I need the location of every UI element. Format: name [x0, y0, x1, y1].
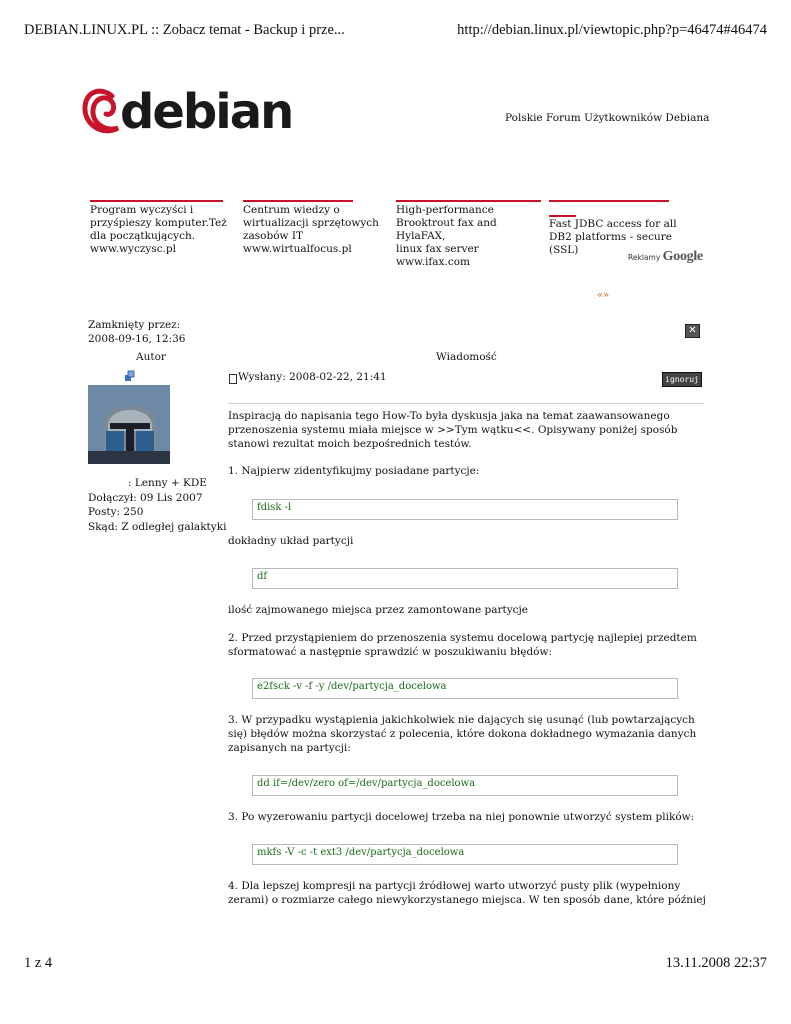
avatar-helmet-icon	[88, 385, 170, 464]
closed-by-info	[88, 318, 185, 346]
site-tagline: Polskie Forum Użytkowników Debiana	[505, 112, 710, 124]
ad-wirtualfocus[interactable]	[243, 200, 381, 255]
post-paragraph: 2. Przed przystąpieniem do przenoszenia systemu docelową partycję najlepiej przedtem sformatować a następnie sprawdzić w poszukiwaniu błędów:	[228, 632, 697, 658]
ad-line: (SSL)	[549, 244, 579, 256]
topic-nav-arrows[interactable]: «»	[597, 290, 610, 301]
print-header-url: http://debian.linux.pl/viewtopic.php?p=46474#46474	[457, 22, 767, 38]
ad-url: www.ifax.com	[396, 256, 470, 268]
ad-line: przyśpieszy komputer.Też	[90, 217, 227, 229]
code-block: dd if=/dev/zero of=/dev/partycja_docelowa	[252, 775, 678, 796]
post-paragraph: 3. W przypadku wystąpienia jakichkolwiek nie dających się usunąć (lub powtarzających się) błędów można skorzystać z polecenia, które dokona dokładnego wymazania danych zapisanych na partycji:	[228, 714, 697, 754]
ad-line: Centrum wiedzy o	[243, 204, 340, 216]
post-paragraph: ilość zajmowanego miejsca przez zamontowane partycje	[228, 604, 529, 616]
post-paragraph: 4. Dla lepszej kompresji na partycji źródłowej warto utworzyć pusty plik (wypełniony zerami) o rozmiarze całego niewykorzystanego miejsca. W ten sposób dane, które później	[228, 880, 706, 906]
ad-line: linux fax server	[396, 243, 479, 255]
post-link-icon[interactable]	[229, 374, 237, 384]
code-block: e2fsck -v -f -y /dev/partycja_docelowa	[252, 678, 678, 699]
user-location: Skąd: Z odległej galaktyki	[88, 520, 227, 533]
topic-locked-icon: ✕	[685, 324, 700, 338]
ad-line: Brooktrout fax and HylaFAX,	[396, 217, 497, 242]
ads-credit-label: Reklamy	[628, 253, 661, 262]
ad-url: www.wyczysc.pl	[90, 243, 177, 255]
logo-wordmark: debian	[120, 84, 293, 140]
post-paragraph: 1. Najpierw zidentyfikujmy posiadane partycje:	[228, 465, 480, 477]
ad-line: Program wyczyści i	[90, 204, 194, 216]
user-post-count: Posty: 250	[88, 506, 144, 518]
user-online-icon	[125, 371, 135, 381]
ad-jdbc[interactable]	[549, 214, 687, 254]
debian-logo[interactable]	[82, 82, 293, 142]
print-header-title: DEBIAN.LINUX.PL :: Zobacz temat - Backup i prze...	[24, 22, 345, 38]
closed-by-label: Zamknięty przez:	[88, 319, 181, 331]
user-joined: Dołączył: 09 Lis 2007	[88, 491, 203, 504]
post-paragraph: Inspiracją do napisania tego How-To była dyskusja jaka na temat zaawansowanego przenoszenia systemu miała miejsce w >>Tym wątku<<. Opisywany poniżej sposób stanowi rezultat moich bezpośrednich testów.	[228, 410, 678, 450]
user-info	[88, 476, 226, 534]
ad-url: www.wirtualfocus.pl	[243, 243, 352, 255]
code-block: mkfs -V -c -t ext3 /dev/partycja_docelowa	[252, 844, 678, 865]
print-footer-datetime: 13.11.2008 22:37	[665, 955, 767, 971]
ad-line: DB2 platforms - secure	[549, 231, 672, 243]
column-header-message: Wiadomość	[436, 351, 497, 363]
user-avatar[interactable]	[88, 385, 170, 464]
post-paragraph: dokładny układ partycji	[228, 535, 354, 547]
google-logo: Google	[662, 249, 703, 264]
user-rank: : Lenny + KDE	[128, 477, 207, 489]
google-ads-credit[interactable]	[628, 249, 703, 265]
ad-line: High-performance	[396, 204, 494, 216]
ad-line: dla początkujących.	[90, 230, 196, 242]
code-block: fdisk -l	[252, 499, 678, 520]
ad-wyczysc[interactable]	[90, 200, 228, 255]
column-header-author: Autor	[136, 351, 166, 363]
code-block: df	[252, 568, 678, 589]
post-divider	[228, 403, 704, 404]
ad-ifax[interactable]	[396, 200, 548, 268]
ignore-button[interactable]: ignoruj	[662, 372, 702, 387]
print-footer-page: 1 z 4	[24, 955, 53, 971]
ad-line: Fast JDBC access for all	[549, 218, 677, 230]
ad-divider	[549, 200, 669, 202]
ad-line: zasobów IT	[243, 230, 304, 242]
post-paragraph: 3. Po wyzerowaniu partycji docelowej trzeba na niej ponownie utworzyć system plików:	[228, 811, 695, 823]
closed-by-date: 2008-09-16, 12:36	[88, 333, 186, 345]
post-date: Wysłany: 2008-02-22, 21:41	[238, 371, 387, 383]
ad-line: wirtualizacji sprzętowych	[243, 217, 379, 229]
